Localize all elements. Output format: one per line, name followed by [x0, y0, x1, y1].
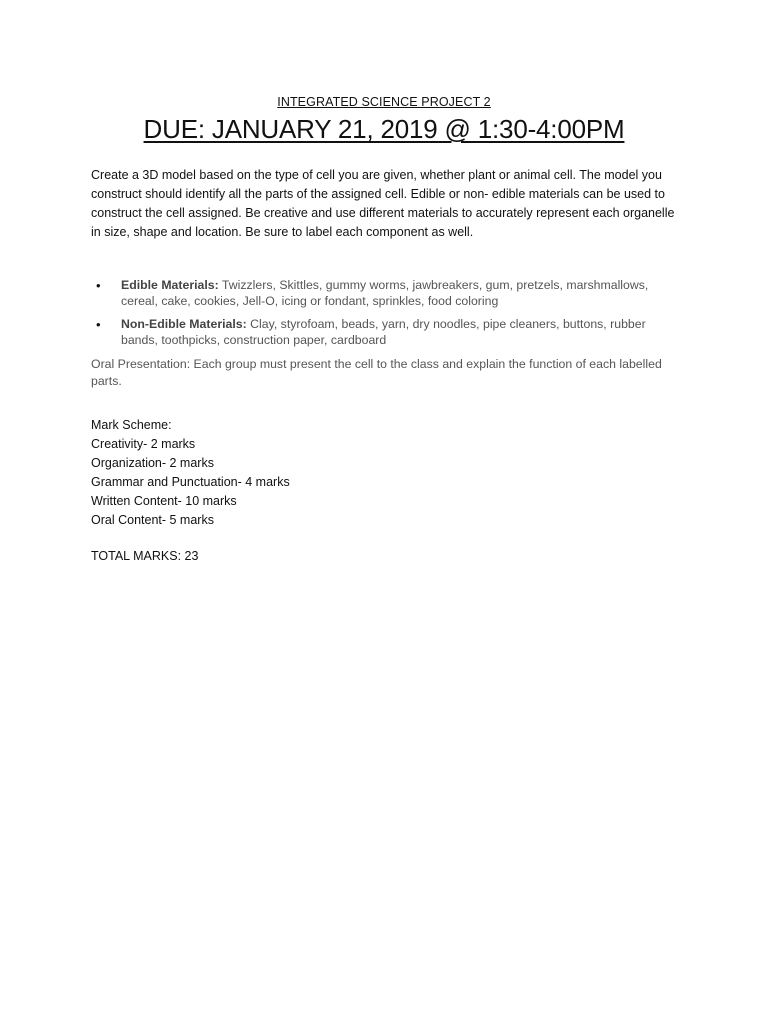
mark-scheme [91, 416, 491, 530]
intro-paragraph: Create a 3D model based on the type of cell you are given, whether plant or animal cell. The model you construct should identify all the parts of the assigned cell. Edible or non- edible materials can be used to construct the cell assigned. Be creative and use different materials to accurately represent each organelle in size, shape and location. Be sure to label each component as well. [91, 168, 675, 239]
project-subtitle: INTEGRATED SCIENCE PROJECT 2 [277, 95, 491, 109]
oral-presentation-text: Oral Presentation: Each group must present the cell to the class and explain the function of each labelled parts. [91, 357, 662, 388]
mark-scheme-item-oral-content: Oral Content- 5 marks [91, 513, 214, 527]
due-date-title: DUE: JANUARY 21, 2019 @ 1:30-4:00PM [143, 114, 625, 144]
total-marks: TOTAL MARKS: 23 [91, 549, 199, 563]
bullet-icon: • [96, 317, 101, 332]
mark-scheme-item-organization: Organization- 2 marks [91, 456, 214, 470]
materials-list [91, 278, 681, 356]
list-item-edible-materials [91, 278, 681, 309]
list-item-non-edible-materials [91, 317, 681, 348]
non-edible-materials-label: Non-Edible Materials: [121, 317, 247, 331]
edible-materials-text: Twizzlers, Skittles, gummy worms, jawbreakers, gum, pretzels, marshmallows, cereal, cake, cookies, Jell-O, icing or fondant, sprinkles, food coloring [121, 278, 649, 308]
mark-scheme-item-written-content: Written Content- 10 marks [91, 494, 237, 508]
bullet-icon: • [96, 278, 101, 293]
mark-scheme-item-grammar: Grammar and Punctuation- 4 marks [91, 475, 290, 489]
edible-materials-label: Edible Materials: [121, 278, 219, 292]
mark-scheme-heading: Mark Scheme: [91, 418, 172, 432]
mark-scheme-item-creativity: Creativity- 2 marks [91, 437, 196, 451]
non-edible-materials-text: Clay, styrofoam, beads, yarn, dry noodles, pipe cleaners, buttons, rubber bands, toothpicks, construction paper, cardboard [121, 317, 646, 347]
